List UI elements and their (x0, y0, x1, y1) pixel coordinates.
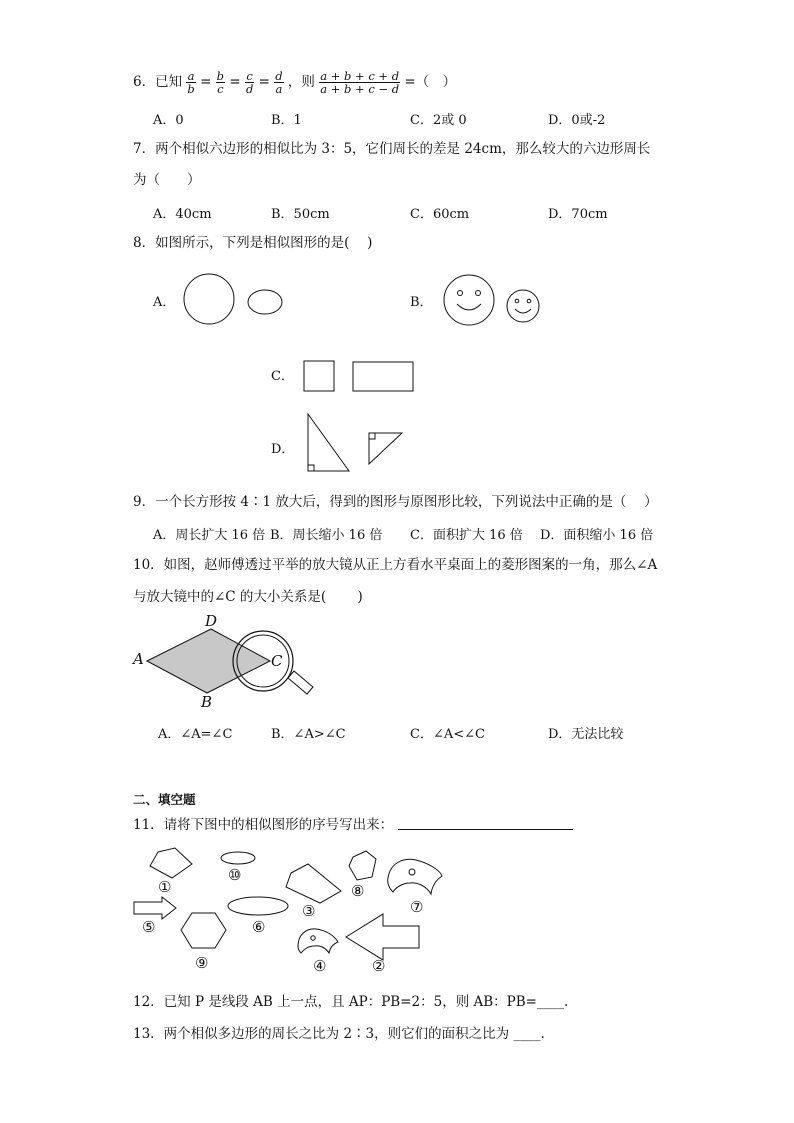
q13-stem: 13．两个相似多边形的周长之比为 2∶3，则它们的面积之比为 ____. (133, 1026, 545, 1042)
label-circled-3: ③ (302, 902, 316, 920)
section-title-fill-in: 二、填空题 (133, 792, 196, 807)
shape-6-large-ellipse (228, 897, 288, 915)
q10-line1: 10．如图，赵师傅透过平举的放大镜从正上方看水平桌面上的菱形图案的一角，那么∠A (133, 557, 658, 573)
q8-label-d: D． (271, 442, 295, 457)
q10-option-a: A．∠A=∠C (158, 727, 233, 742)
then-word: ，则 (287, 74, 315, 90)
shape-2-large-arrow (346, 914, 419, 960)
q8-label-a: A． (153, 295, 176, 310)
fraction-sum: $\frac{a + b + c + d}{a + b + c - d}$ (320, 69, 400, 96)
label-circled-7: ⑦ (410, 898, 424, 916)
point-label-c: C (271, 652, 283, 670)
shape-5-small-arrow (134, 897, 176, 919)
shape-7-hole (409, 869, 415, 875)
shape-9-large-hexagon (181, 913, 226, 948)
q7-option-c: C．60cm (410, 207, 470, 222)
q6-option-c: C．2或 0 (410, 113, 467, 128)
shape-10-small-ellipse (221, 852, 255, 864)
q7-option-b: B．50cm (271, 207, 330, 222)
q11-stem: 11．请将下图中的相似图形的序号写出来： (133, 817, 394, 833)
answer-blank: =（ ） (404, 74, 457, 90)
q6-option-d: D．0或-2 (548, 113, 606, 128)
shape-4-hole (311, 936, 315, 940)
q10-line2: 与放大镜中的∠C 的大小关系是( ) (133, 589, 363, 605)
equals-sign: = (229, 74, 241, 90)
q7-line1: 7．两个相似六边形的相似比为 3：5，它们周长的差是 24cm，那么较大的六边形周长 (133, 141, 651, 157)
point-label-d: D (205, 612, 218, 630)
q7-line2: 为（ ） (133, 172, 201, 188)
q8-stem: 8．如图所示，下列是相似图形的是( ) (133, 235, 373, 251)
label-circled-10: ⑩ (228, 866, 242, 884)
q6-number: 6．已知 (133, 74, 183, 90)
q8-label-c: C． (271, 369, 294, 384)
label-circled-5: ⑤ (142, 918, 156, 936)
q6-option-b: B．1 (271, 113, 302, 128)
q7-option-a: A．40cm (153, 207, 212, 222)
fraction-c-over-d: $\frac{c}{d}$ (245, 69, 254, 96)
equals-sign: = (200, 74, 212, 90)
q9-option-c: C．面积扩大 16 倍 (410, 528, 523, 543)
shape-3-pentagon (286, 864, 341, 903)
fraction-b-over-c: $\frac{b}{c}$ (216, 69, 225, 96)
fraction-d-over-a: $\frac{d}{a}$ (275, 69, 283, 96)
shape-8-small-hexagon (349, 851, 376, 880)
q9-stem: 9．一个长方形按 4∶1 放大后，得到的图形与原图形比较，下列说法中正确的是（ ） (133, 494, 658, 510)
q9-option-b: B．周长缩小 16 倍 (270, 528, 383, 543)
label-circled-6: ⑥ (252, 918, 266, 936)
label-circled-1: ① (158, 878, 172, 896)
point-label-b: B (201, 693, 213, 711)
point-label-a: A (133, 650, 144, 668)
q8-label-b: B． (410, 295, 433, 310)
label-circled-9: ⑨ (195, 954, 209, 972)
label-circled-4: ④ (313, 957, 327, 975)
fraction-a-over-b: $\frac{a}{b}$ (187, 69, 195, 96)
label-circled-2: ② (372, 957, 386, 975)
q9-option-a: A．周长扩大 16 倍 (153, 528, 266, 543)
q9-option-d: D．面积缩小 16 倍 (540, 528, 654, 543)
q10-option-b: B．∠A>∠C (271, 727, 346, 742)
q10-option-d: D．无法比较 (548, 727, 624, 742)
equals-sign: = (258, 74, 270, 90)
shape-1-pentagon (150, 848, 192, 878)
label-circled-8: ⑧ (351, 882, 365, 900)
q12-stem: 12．已知 P 是线段 AB 上一点，且 AP：PB=2：5，则 AB：PB=____. (133, 994, 569, 1010)
shape-7-large-blob (388, 859, 442, 894)
q10-option-c: C．∠A<∠C (410, 727, 485, 742)
q7-option-d: D．70cm (548, 207, 608, 222)
shape-4-small-blob (298, 929, 338, 953)
q6-option-a: A．0 (153, 113, 184, 128)
